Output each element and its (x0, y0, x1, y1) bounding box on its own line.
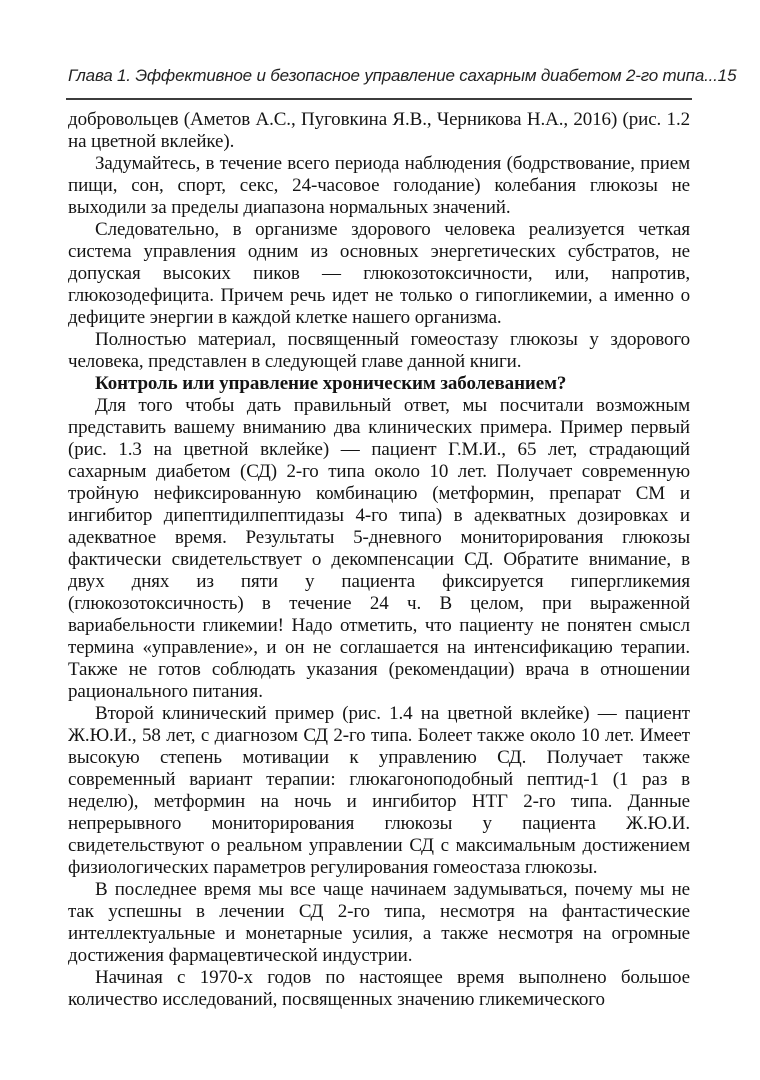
paragraph: Для того чтобы дать правильный ответ, мы посчитали возможным представить вашему вниманию два клинических примера. Пример первый (рис. 1.3 на цветной вклейке) — пациент Г.М.И., 65 лет, страдающий сахарным диабетом (СД) 2-го типа около 10 лет. Получает современную тройную нефиксированную комбинацию (метформин, препарат СМ и ингибитор дипептидилпептидазы 4-го типа) в адекватных дозировках и адекватное время. Результаты 5-дневного мониторирования глюкозы фактически свидетельствует о декомпенсации СД. Обратите внимание, в двух днях из пяти у пациента фиксируется гипергликемия (глюкозотоксичность) в течение 24 ч. В целом, при выраженной вариабельности гликемии! Надо отметить, что пациенту не понятен смысл термина «управление», и он не соглашается на интенсификацию терапии. Также не готов соблюдать указания (рекомендации) врача в отношении рационального питания. (68, 395, 690, 702)
paragraph: Полностью материал, посвященный гомеостазу глюкозы у здорового человека, представлен в следующей главе данной книги. (68, 329, 690, 372)
paragraph: Второй клинический пример (рис. 1.4 на цветной вклейке) — пациент Ж.Ю.И., 58 лет, с диагнозом СД 2-го типа. Болеет также около 10 лет. Имеет высокую степень мотивации к управлению СД. Получает также современный вариант терапии: глюкагоноподобный пептид-1 (1 раз в неделю), метформин на ночь и ингибитор НТГ 2-го типа. Данные непрерывного мониторирования глюкозы у пациента Ж.Ю.И. свидетельствуют о реальном управлении СД с максимальным достижением физиологических параметров регулирования гомеостаза глюкозы. (68, 703, 690, 878)
section-heading: Контроль или управление хроническим заболеванием? (95, 373, 567, 394)
paragraph: добровольцев (Аметов А.С., Пуговкина Я.В., Черникова Н.А., 2016) (рис. 1.2 на цветной вклейке). (68, 109, 690, 152)
paragraph: Начиная с 1970-х годов по настоящее время выполнено большое количество исследований, посвященных значению гликемического (68, 967, 690, 1010)
running-header (68, 66, 737, 86)
body-text (68, 109, 690, 1011)
paragraph: В последнее время мы все чаще начинаем задумываться, почему мы не так успешны в лечении СД 2-го типа, несмотря на фантастические интеллектуальные и монетарные усилия, а также несмотря на огромные достижения фармацевтической индустрии. (68, 879, 690, 966)
page-number: 15 (717, 66, 737, 85)
chapter-title: Глава 1. Эффективное и безопасное управление сахарным диабетом 2-го типа... (68, 66, 718, 85)
paragraph: Следовательно, в организме здорового человека реализуется четкая система управления одним из основных энергетических субстратов, не допуская высоких пиков — глюкозотоксичности, или, напротив, глюкозодефицита. Причем речь идет не только о гипогликемии, а именно о дефиците энергии в каждой клетке нашего организма. (68, 219, 690, 328)
paragraph: Задумайтесь, в течение всего периода наблюдения (бодрствование, прием пищи, сон, спорт, секс, 24-часовое голодание) колебания глюкозы не выходили за пределы диапазона нормальных значений. (68, 153, 690, 218)
header-rule (66, 98, 692, 100)
